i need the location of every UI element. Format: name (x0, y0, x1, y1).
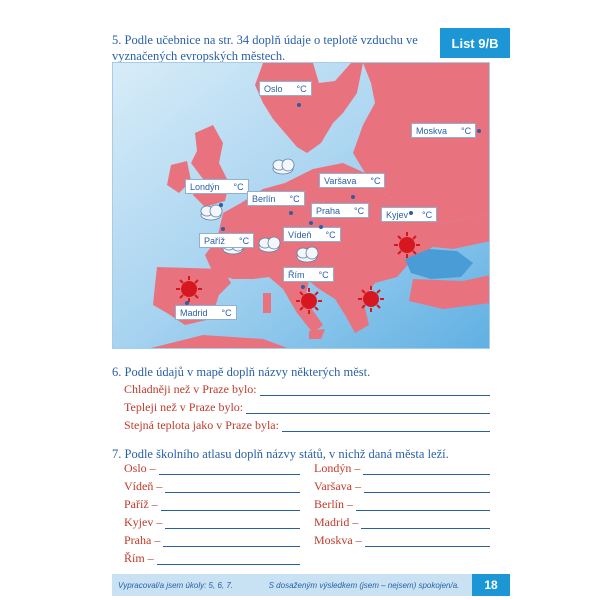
country-row-madrid (314, 513, 490, 529)
city-label-berlin: Berlín °C (247, 191, 305, 206)
cloud-icon (273, 159, 294, 174)
country-row-pariz (124, 495, 300, 511)
answer-line[interactable] (163, 535, 300, 547)
answer-label: Stejná teplota jako v Praze byla: (124, 418, 279, 432)
answer-line[interactable] (165, 481, 300, 493)
answer-line[interactable] (165, 517, 300, 529)
city-label-kyjev: Kyjev °C (381, 207, 437, 222)
answer-line[interactable] (246, 402, 490, 414)
city-dot (221, 227, 225, 231)
page-number: 18 (472, 574, 510, 596)
europe-map (112, 62, 490, 349)
answer-label: Varšava – (314, 479, 361, 493)
footer-satisfaction: S dosaženým výsledkem (jsem – nejsem) spokojen/a. (268, 580, 460, 590)
country-row-viden (124, 477, 300, 493)
country-row-kyjev (124, 513, 300, 529)
footer-bar (112, 574, 510, 596)
answer-line[interactable] (260, 384, 490, 396)
answer-row-same (124, 416, 490, 432)
answer-label: Paříž – (124, 497, 158, 511)
city-label-pariz: Paříž °C (199, 233, 254, 248)
answer-line[interactable] (365, 535, 490, 547)
city-dot (185, 301, 189, 305)
country-row-berlin (314, 495, 490, 511)
answer-line[interactable] (356, 499, 490, 511)
city-dot (409, 211, 413, 215)
city-label-varsava: Varšava °C (319, 173, 385, 188)
country-row-varsava (314, 477, 490, 493)
answer-label: Vídeň – (124, 479, 163, 493)
city-label-oslo: Oslo °C (259, 81, 312, 96)
answer-label: Madrid – (314, 515, 359, 529)
city-dot (219, 203, 223, 207)
answer-line[interactable] (361, 517, 490, 529)
cloud-icon (259, 237, 280, 252)
answer-row-colder (124, 380, 490, 396)
city-label-madrid: Madrid °C (175, 305, 237, 320)
city-dot (309, 221, 313, 225)
city-label-rim: Řím °C (283, 267, 334, 282)
country-row-oslo (124, 459, 300, 475)
cloud-icon (201, 205, 222, 220)
city-dot (477, 129, 481, 133)
cloud-icon (297, 247, 318, 262)
city-dot (297, 103, 301, 107)
city-dot (301, 285, 305, 289)
answer-label: Řím – (124, 551, 154, 565)
answer-label: Tepleji než v Praze bylo: (124, 400, 244, 414)
task7-title: 7. Podle školního atlasu doplň názvy států, v nichž daná města leží. (112, 447, 449, 461)
city-dot (289, 211, 293, 215)
answer-line[interactable] (157, 553, 300, 565)
answer-line[interactable] (161, 499, 300, 511)
answer-label: Chladněji než v Praze bylo: (124, 382, 257, 396)
corsica-sardinia (263, 293, 271, 313)
task5-title: 5. Podle učebnice na str. 34 doplň údaje o teplotě vzduchu ve vyznačených evropských městech. (112, 33, 418, 63)
answer-label: Londýn – (314, 461, 361, 475)
answer-label: Kyjev – (124, 515, 163, 529)
answer-line[interactable] (159, 463, 300, 475)
city-label-londyn: Londýn °C (185, 179, 249, 194)
country-row-moskva (314, 531, 490, 547)
task6-title: 6. Podle údajů v mapě doplň názvy některých měst. (112, 365, 371, 379)
answer-label: Moskva – (314, 533, 362, 547)
country-row-rim (124, 549, 300, 565)
country-row-londyn (314, 459, 490, 475)
country-row-praha (124, 531, 300, 547)
answer-label: Oslo – (124, 461, 156, 475)
answer-line[interactable] (282, 420, 490, 432)
answer-label: Praha – (124, 533, 161, 547)
answer-line[interactable] (363, 463, 490, 475)
city-label-moskva: Moskva °C (411, 123, 476, 138)
city-dot (351, 195, 355, 199)
answer-line[interactable] (364, 481, 490, 493)
answer-label: Berlín – (314, 497, 353, 511)
city-label-praha: Praha °C (311, 203, 369, 218)
city-dot (319, 225, 323, 229)
answer-row-warmer (124, 398, 490, 414)
footer-completed-tasks: Vypracoval/a jsem úkoly: 5, 6, 7. (118, 580, 234, 590)
map-graphic (113, 63, 490, 349)
sheet-tab: List 9/B (440, 28, 510, 58)
city-label-viden: Vídeň °C (283, 227, 341, 242)
